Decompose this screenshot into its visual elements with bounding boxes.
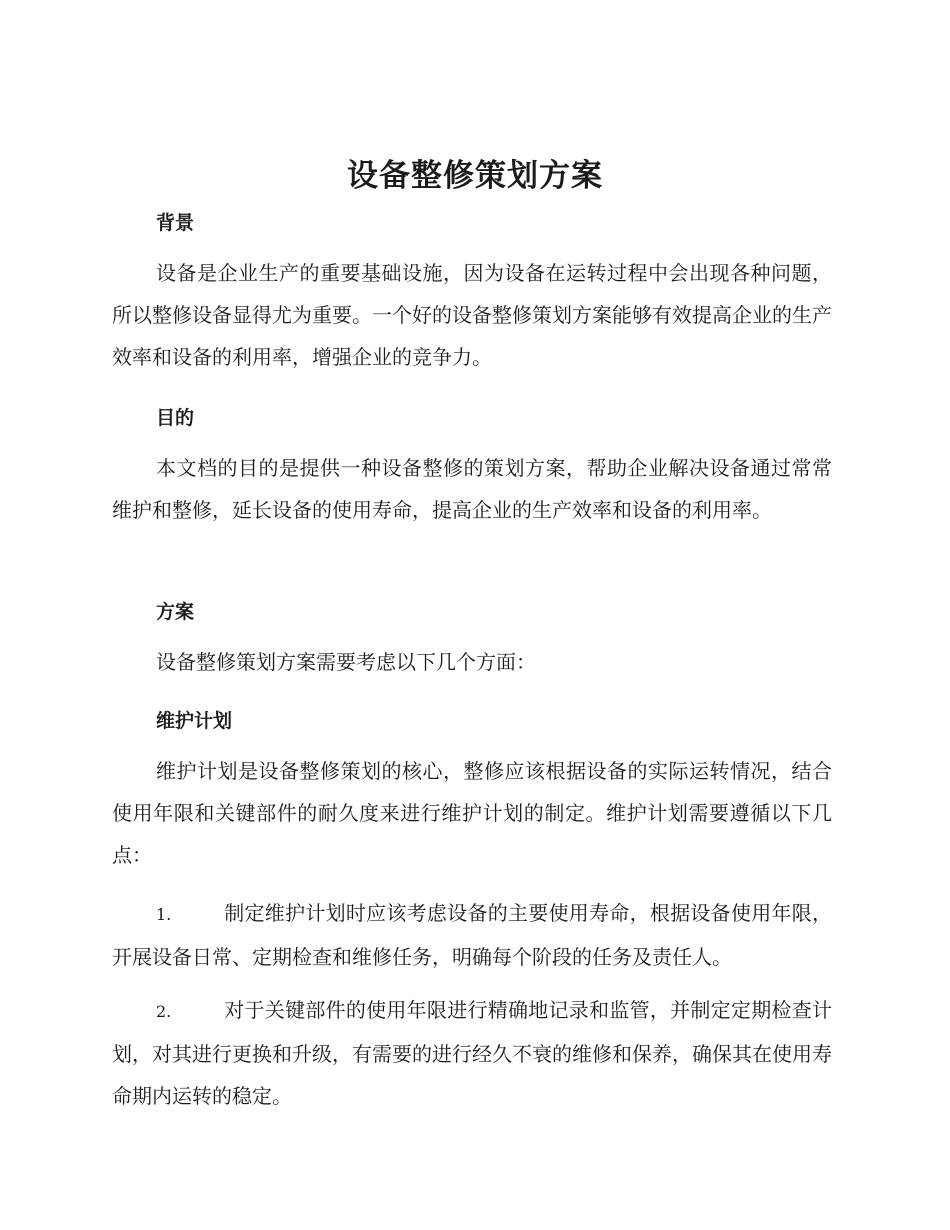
section-paragraph-plan: 设备整修策划方案需要考虑以下几个方面： xyxy=(156,650,536,674)
section-heading-maintenance-plan: 维护计划 xyxy=(156,710,233,732)
list-item-number: 2. xyxy=(156,1002,172,1021)
list-item xyxy=(112,892,832,978)
section-heading-purpose: 目的 xyxy=(156,407,195,429)
section-heading-plan: 方案 xyxy=(156,601,195,623)
section-paragraph-maintenance-plan: 维护计划是设备整修策划的核心，整修应该根据设备的实际运转情况，结合使用年限和关键部件的耐久度来进行维护计划的制定。维护计划需要遵循以下几点： xyxy=(112,759,832,867)
section-paragraph-purpose: 本文档的目的是提供一种设备整修的策划方案，帮助企业解决设备通过常常维护和整修，延长设备的使用寿命，提高企业的生产效率和设备的利用率。 xyxy=(112,456,832,522)
section-paragraph-background: 设备是企业生产的重要基础设施，因为设备在运转过程中会出现各种问题，所以整修设备显得尤为重要。一个好的设备整修策划方案能够有效提高企业的生产效率和设备的利用率，增强企业的竞争力。 xyxy=(112,261,832,369)
page-title: 设备整修策划方案 xyxy=(347,158,603,194)
section-heading-background: 背景 xyxy=(156,212,195,234)
list-item-number: 1. xyxy=(156,905,172,924)
list-item-text: 制定维护计划时应该考虑设备的主要使用寿命，根据设备使用年限，开展设备日常、定期检查和维修任务，明确每个阶段的任务及责任人。 xyxy=(112,901,832,969)
list-item xyxy=(112,989,832,1117)
list-item-text: 对于关键部件的使用年限进行精确地记录和监管，并制定定期检查计划，对其进行更换和升级，有需要的进行经久不衰的维修和保养，确保其在使用寿命期内运转的稳定。 xyxy=(112,998,832,1108)
